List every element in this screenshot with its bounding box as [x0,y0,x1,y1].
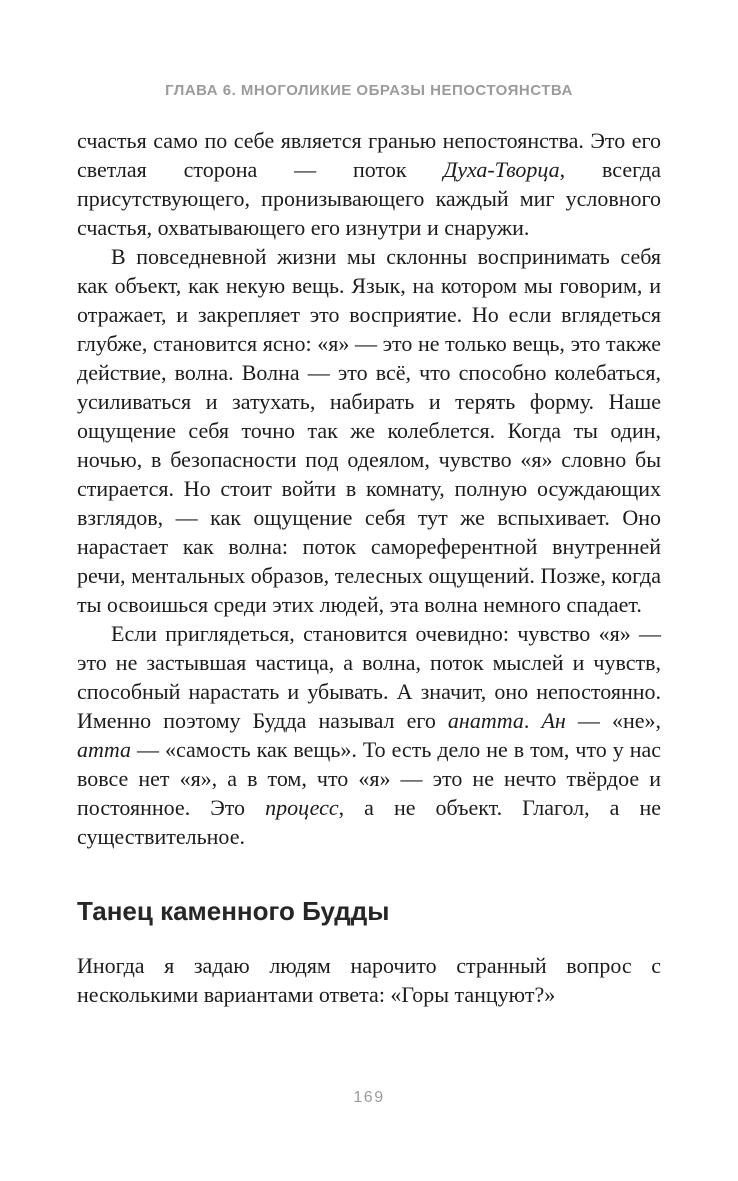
body-text [77,126,661,1009]
text-run: — «самость как вещь». То есть дело не в том, что у нас вовсе нет «я», а в том, что «я» — это не нечто твёрдое и постоянное. Это [77,737,661,820]
text-run: Если приглядеться, становится очевидно: чувство «я» — это не застывшая частица, а волна, поток мыслей и чувств, способный нарастать и убывать. А значит, оно непостоянно. Именно поэтому Будда называл его [77,621,661,733]
italic-text: анатта [447,708,524,733]
italic-text: Духа-Творца [443,157,560,182]
page-number: 169 [353,1089,385,1106]
paragraph [77,619,661,851]
paragraph [77,242,661,619]
text-run: счастья само по себе является гранью непостоянства. Это его светлая сторона — поток [77,128,661,182]
text-run: . [523,708,542,733]
text-run: — «не», [565,708,662,733]
section-heading: Танец каменного Будды [77,896,390,926]
text-run: В повседневной жизни мы склонны воспринимать себя как объект, как некую вещь. Язык, на котором мы говорим, и отражает, и закрепляет это восприятие. Но если вглядеться глубже, становится ясно: «я» — это не только вещь, это также действие, волна. Волна — это всё, что способно колебаться, усиливаться и затухать, набирать и терять форму. Наше ощущение себя точно так же колеблется. Когда ты один, ночью, в безопасности под одеялом, чувство «я» словно бы стирается. Но стоит войти в комнату, полную осуждающих взглядов, — как ощущение себя тут же вспыхивает. Оно нарастает как волна: поток самореферентной внутренней речи, ментальных образов, телесных ощущений. Позже, когда ты освоишься среди этих людей, эта волна немного спадает. [77,244,661,617]
paragraph [77,126,661,242]
italic-text: Ан [541,708,566,733]
text-run: Иногда я задаю людям нарочито странный вопрос с несколькими вариантами ответа: «Горы танцуют?» [77,953,661,1008]
chapter-running-header: ГЛАВА 6. МНОГОЛИКИЕ ОБРАЗЫ НЕПОСТОЯНСТВА [165,82,573,99]
italic-text: атта [77,737,132,762]
paragraph [77,951,661,1009]
text-run: , всегда присутствующего, пронизывающего каждый миг условного счастья, охватывающего его изнутри и снаружи. [77,157,661,240]
text-run: , а не объект. Глагол, а не существительное. [77,795,661,849]
italic-text: процесс [265,795,339,820]
